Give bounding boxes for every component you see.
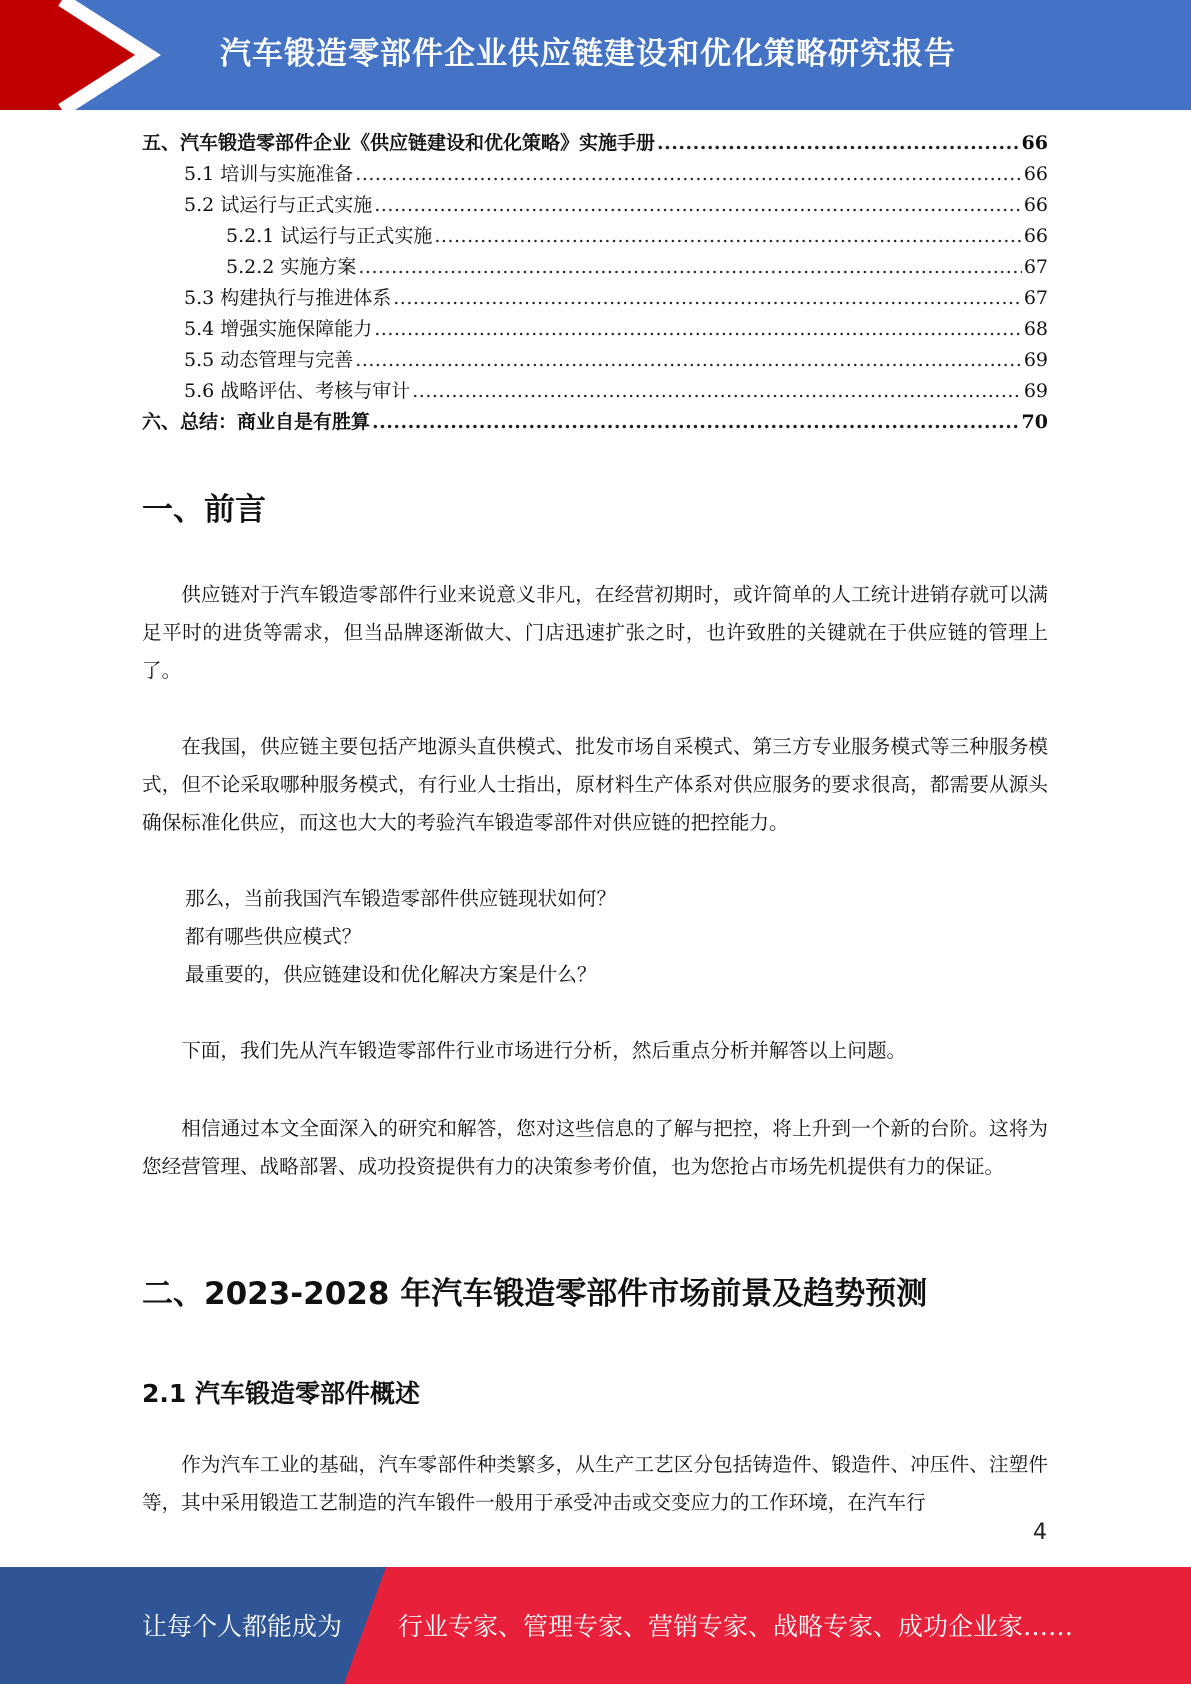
toc-entry-page: 66 [1023,194,1048,216]
toc-entry-title: 六、总结：商业自是有胜算 [142,411,371,433]
toc-dot-leader [374,314,1022,345]
question-line: 那么，当前我国汽车锻造零部件供应链现状如何？ [185,887,617,910]
question-line: 都有哪些供应模式？ [185,925,362,948]
page-number: 4 [1033,1520,1047,1545]
toc-entry[interactable] [142,221,1048,252]
section-heading-market-outlook: 二、2023-2028 年汽车锻造零部件市场前景及趋势预测 [142,1276,928,1312]
toc-entry-title: 5.4 增强实施保障能力 [184,318,373,340]
page-footer [0,1567,1191,1684]
toc-entry[interactable] [142,314,1048,345]
toc-dot-leader [374,190,1022,221]
toc-dot-leader [372,407,1020,438]
toc-entry[interactable] [142,407,1048,438]
toc-entry-page: 66 [1021,132,1048,154]
toc-entry-title: 5.3 构建执行与推进体系 [184,287,392,309]
toc-entry-page: 70 [1021,411,1048,433]
toc-entry-page: 67 [1023,256,1048,278]
toc-entry-title: 5.6 战略评估、考核与审计 [184,380,411,402]
toc-entry-page: 66 [1023,163,1048,185]
page-header [0,0,1191,110]
report-title: 汽车锻造零部件企业供应链建设和优化策略研究报告 [220,36,956,72]
footer-slogan-left: 让每个人都能成为 [142,1612,343,1641]
toc-dot-leader [355,159,1022,190]
toc-entry[interactable] [142,283,1048,314]
toc-entry-title: 五、汽车锻造零部件企业《供应链建设和优化策略》实施手册 [142,132,656,154]
section-heading-preface: 一、前言 [142,492,266,528]
paragraph: 下面，我们先从汽车锻造零部件行业市场进行分析，然后重点分析并解答以上问题。 [181,1039,907,1062]
question-line: 最重要的，供应链建设和优化解决方案是什么？ [185,963,597,986]
toc-entry-page: 68 [1023,318,1048,340]
toc-entry[interactable] [142,190,1048,221]
toc-entry-title: 5.2.1 试运行与正式实施 [226,225,433,247]
toc-entry-title: 5.1 培训与实施准备 [184,163,354,185]
toc-dot-leader [393,283,1022,314]
toc-dot-leader [657,128,1020,159]
toc-entry[interactable] [142,159,1048,190]
toc-entry[interactable] [142,252,1048,283]
paragraph: 相信通过本文全面深入的研究和解答，您对这些信息的了解与把控，将上升到一个新的台阶。这将为您经营管理、战略部署、成功投资提供有力的决策参考价值，也为您抢占市场先机提供有力的保证。 [142,1117,1048,1178]
toc-entry[interactable] [142,345,1048,376]
toc-entry-page: 69 [1023,380,1048,402]
table-of-contents [142,128,1048,438]
toc-entry-title: 5.5 动态管理与完善 [184,349,354,371]
paragraph: 在我国，供应链主要包括产地源头直供模式、批发市场自采模式、第三方专业服务模式等三种服务模式，但不论采取哪种服务模式，有行业人士指出，原材料生产体系对供应服务的要求很高，都需要从源头确保标准化供应，而这也大大的考验汽车锻造零部件对供应链的把控能力。 [142,735,1048,834]
toc-entry-title: 5.2 试运行与正式实施 [184,194,373,216]
subsection-heading: 2.1 汽车锻造零部件概述 [142,1379,420,1408]
toc-entry-page: 69 [1023,349,1048,371]
toc-entry-title: 5.2.2 实施方案 [226,256,357,278]
toc-dot-leader [412,376,1022,407]
toc-dot-leader [358,252,1021,283]
footer-slogan-right: 行业专家、管理专家、营销专家、战略专家、成功企业家…… [398,1612,1074,1641]
toc-entry-page: 66 [1023,225,1048,247]
toc-entry[interactable] [142,376,1048,407]
toc-dot-leader [355,345,1022,376]
toc-entry[interactable] [142,128,1048,159]
paragraph: 作为汽车工业的基础，汽车零部件种类繁多，从生产工艺区分包括铸造件、锻造件、冲压件、注塑件等，其中采用锻造工艺制造的汽车锻件一般用于承受冲击或交变应力的工作环境，在汽车行 [142,1453,1048,1514]
toc-entry-page: 67 [1023,287,1048,309]
toc-dot-leader [434,221,1021,252]
paragraph: 供应链对于汽车锻造零部件行业来说意义非凡，在经营初期时，或许简单的人工统计进销存就可以满足平时的进货等需求，但当品牌逐渐做大、门店迅速扩张之时，也许致胜的关键就在于供应链的管理上了。 [142,583,1048,682]
